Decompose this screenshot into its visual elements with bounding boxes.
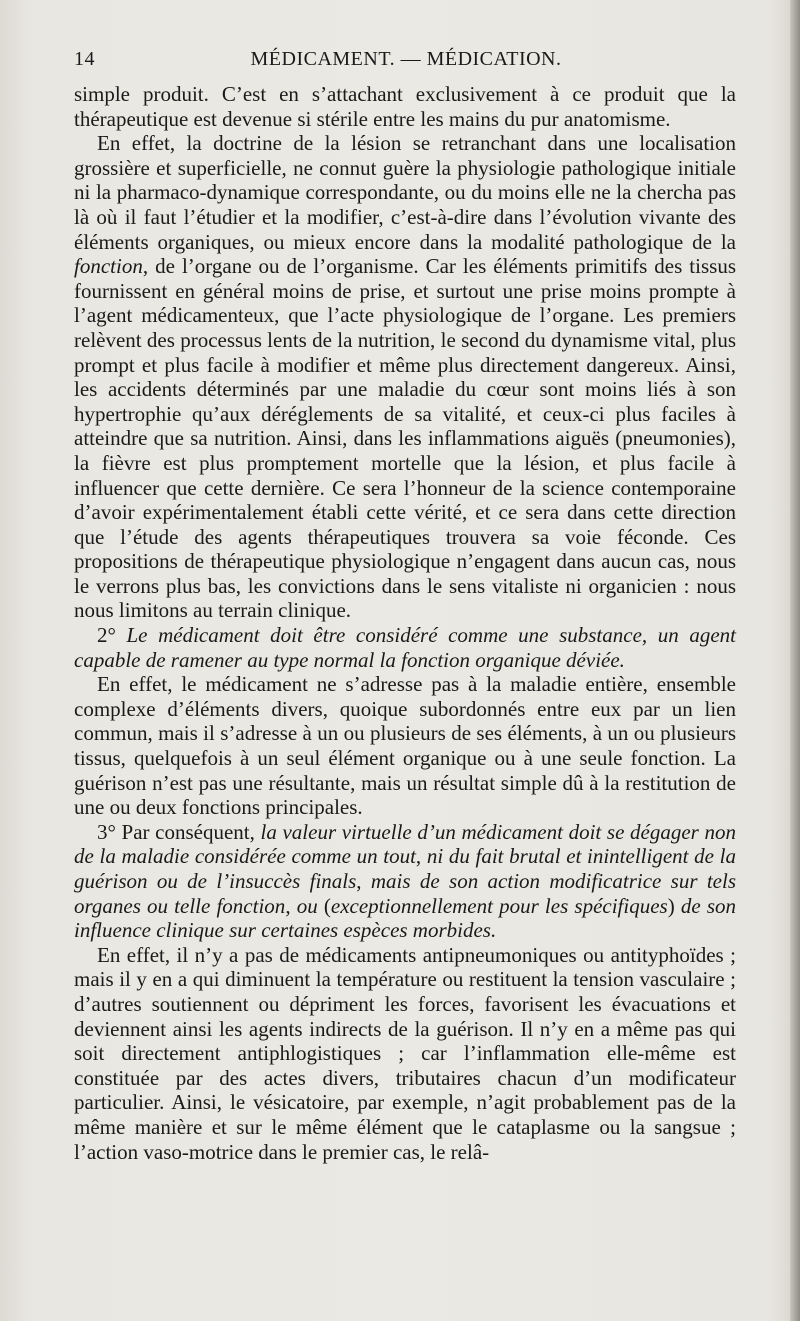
paragraph [74,820,736,943]
italic-text: la valeur virtuelle d’un médicament doit se dégager non de la maladie considérée comme un tout [74,819,736,869]
paragraph [74,943,736,1164]
text-run: , [285,893,297,918]
page-edge-shadow [790,0,800,1321]
italic-text: de son influence clinique sur certaines espèces morbides. [74,893,737,943]
italic-text: ou [296,893,318,918]
italic-text: ni du fait brutal et inintelligent de la guérison ou de l’insuccès finals [74,844,736,893]
text-run: , de l’organe ou de l’organisme. Car les éléments primitifs des tissus fournissent en général moins de prise, et surtout une prise moins prompte à l’agent médicamenteux, que l’acte physiologique de l’organe. Les premiers relèvent des processus lents de la nutrition, le second du dynamisme vital, plus prompt et plus facile à modifier et même plus directement dangereux. Ainsi, les accidents déterminés par une maladie du cœur sont moins liés à son hypertrophie qu’aux déréglements de sa vitalité, et ceux-ci plus faciles à atteindre que sa nutrition. Ainsi, dans les inflammations aiguës (pneumonies), la fièvre est plus promptement mortelle que la lésion, et plus facile à influencer que cette dernière. Ce sera l’honneur de la science contemporaine d’avoir expérimentalement établi cette vérité, et ce sera dans cette direction que l’étude des agents thérapeutiques trouvera sa voie féconde. Ces propositions de thérapeutique physiologique n’engagent dans aucun cas, nous le verrons plus bas, les convictions dans le sens vitaliste ni organicien : nous nous limitons au terrain clinique. [74,254,736,623]
italic-text: exceptionnellement pour les spécifiques [330,893,668,918]
paragraph [74,131,736,623]
text-run: ) [667,893,681,918]
text-run: 2° [97,623,127,648]
italic-text: mais de son action modificatrice sur tels organes ou telle fonction [74,869,737,918]
italic-text: Le médicament doit être considéré comme une substance, un agent capable de ramener au type normal la fonction organique déviée. [74,623,736,672]
paragraph [74,623,736,672]
italic-text: fonction [74,254,143,279]
paragraph [74,672,736,820]
paragraph [74,82,736,131]
running-title: MÉDICAMENT. — MÉDICATION. [250,48,562,70]
text-run: En effet, il n’y a pas de médicaments antipneumoniques ou antityphoïdes ; mais il y en a qui diminuent la température ou restituent la tension vasculaire ; d’autres soutiennent ou dépriment les forces, favorisent les évacuations et deviennent ainsi les agents indirects de la guérison. Il n’y en a même pas qui soit directement antiphlogistiques ; car l’inflammation elle-même est constituée par des actes divers, tributaires chacun d’un modificateur particulier. Ainsi, le vésicatoire, par exemple, n’agit probablement pas de la même manière et sur le même élément que le cataplasme ou la sangsue ; l’action vaso-motrice dans le premier cas, le relâ- [74,942,736,1164]
running-header [74,48,738,78]
text-run: , [415,844,427,869]
page-number: 14 [74,48,95,70]
text-run: simple produit. C’est en s’attachant exclusivement à ce produit que la thérapeutique est devenue si stérile entre les mains du pur anatomisme. [74,82,736,131]
text-run: En effet, le médicament ne s’adresse pas à la maladie entière, ensemble complexe d’éléments divers, quoique subordonnés entre eux par un lien commun, mais il s’adresse à un ou plusieurs de ses éléments, à un ou plusieurs tissus, quelquefois à un seul élément organique ou à une seule fonction. La guérison n’est pas une résultante, mais un résultat simple dû à la restitution de une ou deux fonctions principales. [74,672,736,820]
text-run: , [356,869,371,893]
text-run: 3° Par conséquent, [97,819,261,844]
text-run: ( [317,893,331,918]
body-text [74,82,736,1164]
text-run: En effet, la doctrine de la lésion se retranchant dans une localisation grossière et superficielle, ne connut guère la physiologie pathologique initiale ni la pharmaco-dynamique correspondante, ou du moins elle ne la chercha pas là où il faut l’étudier et la modifier, c’est-à-dire dans l’évolution vivante des éléments organiques, ou mieux encore dans la modalité pathologique de la [74,131,736,254]
